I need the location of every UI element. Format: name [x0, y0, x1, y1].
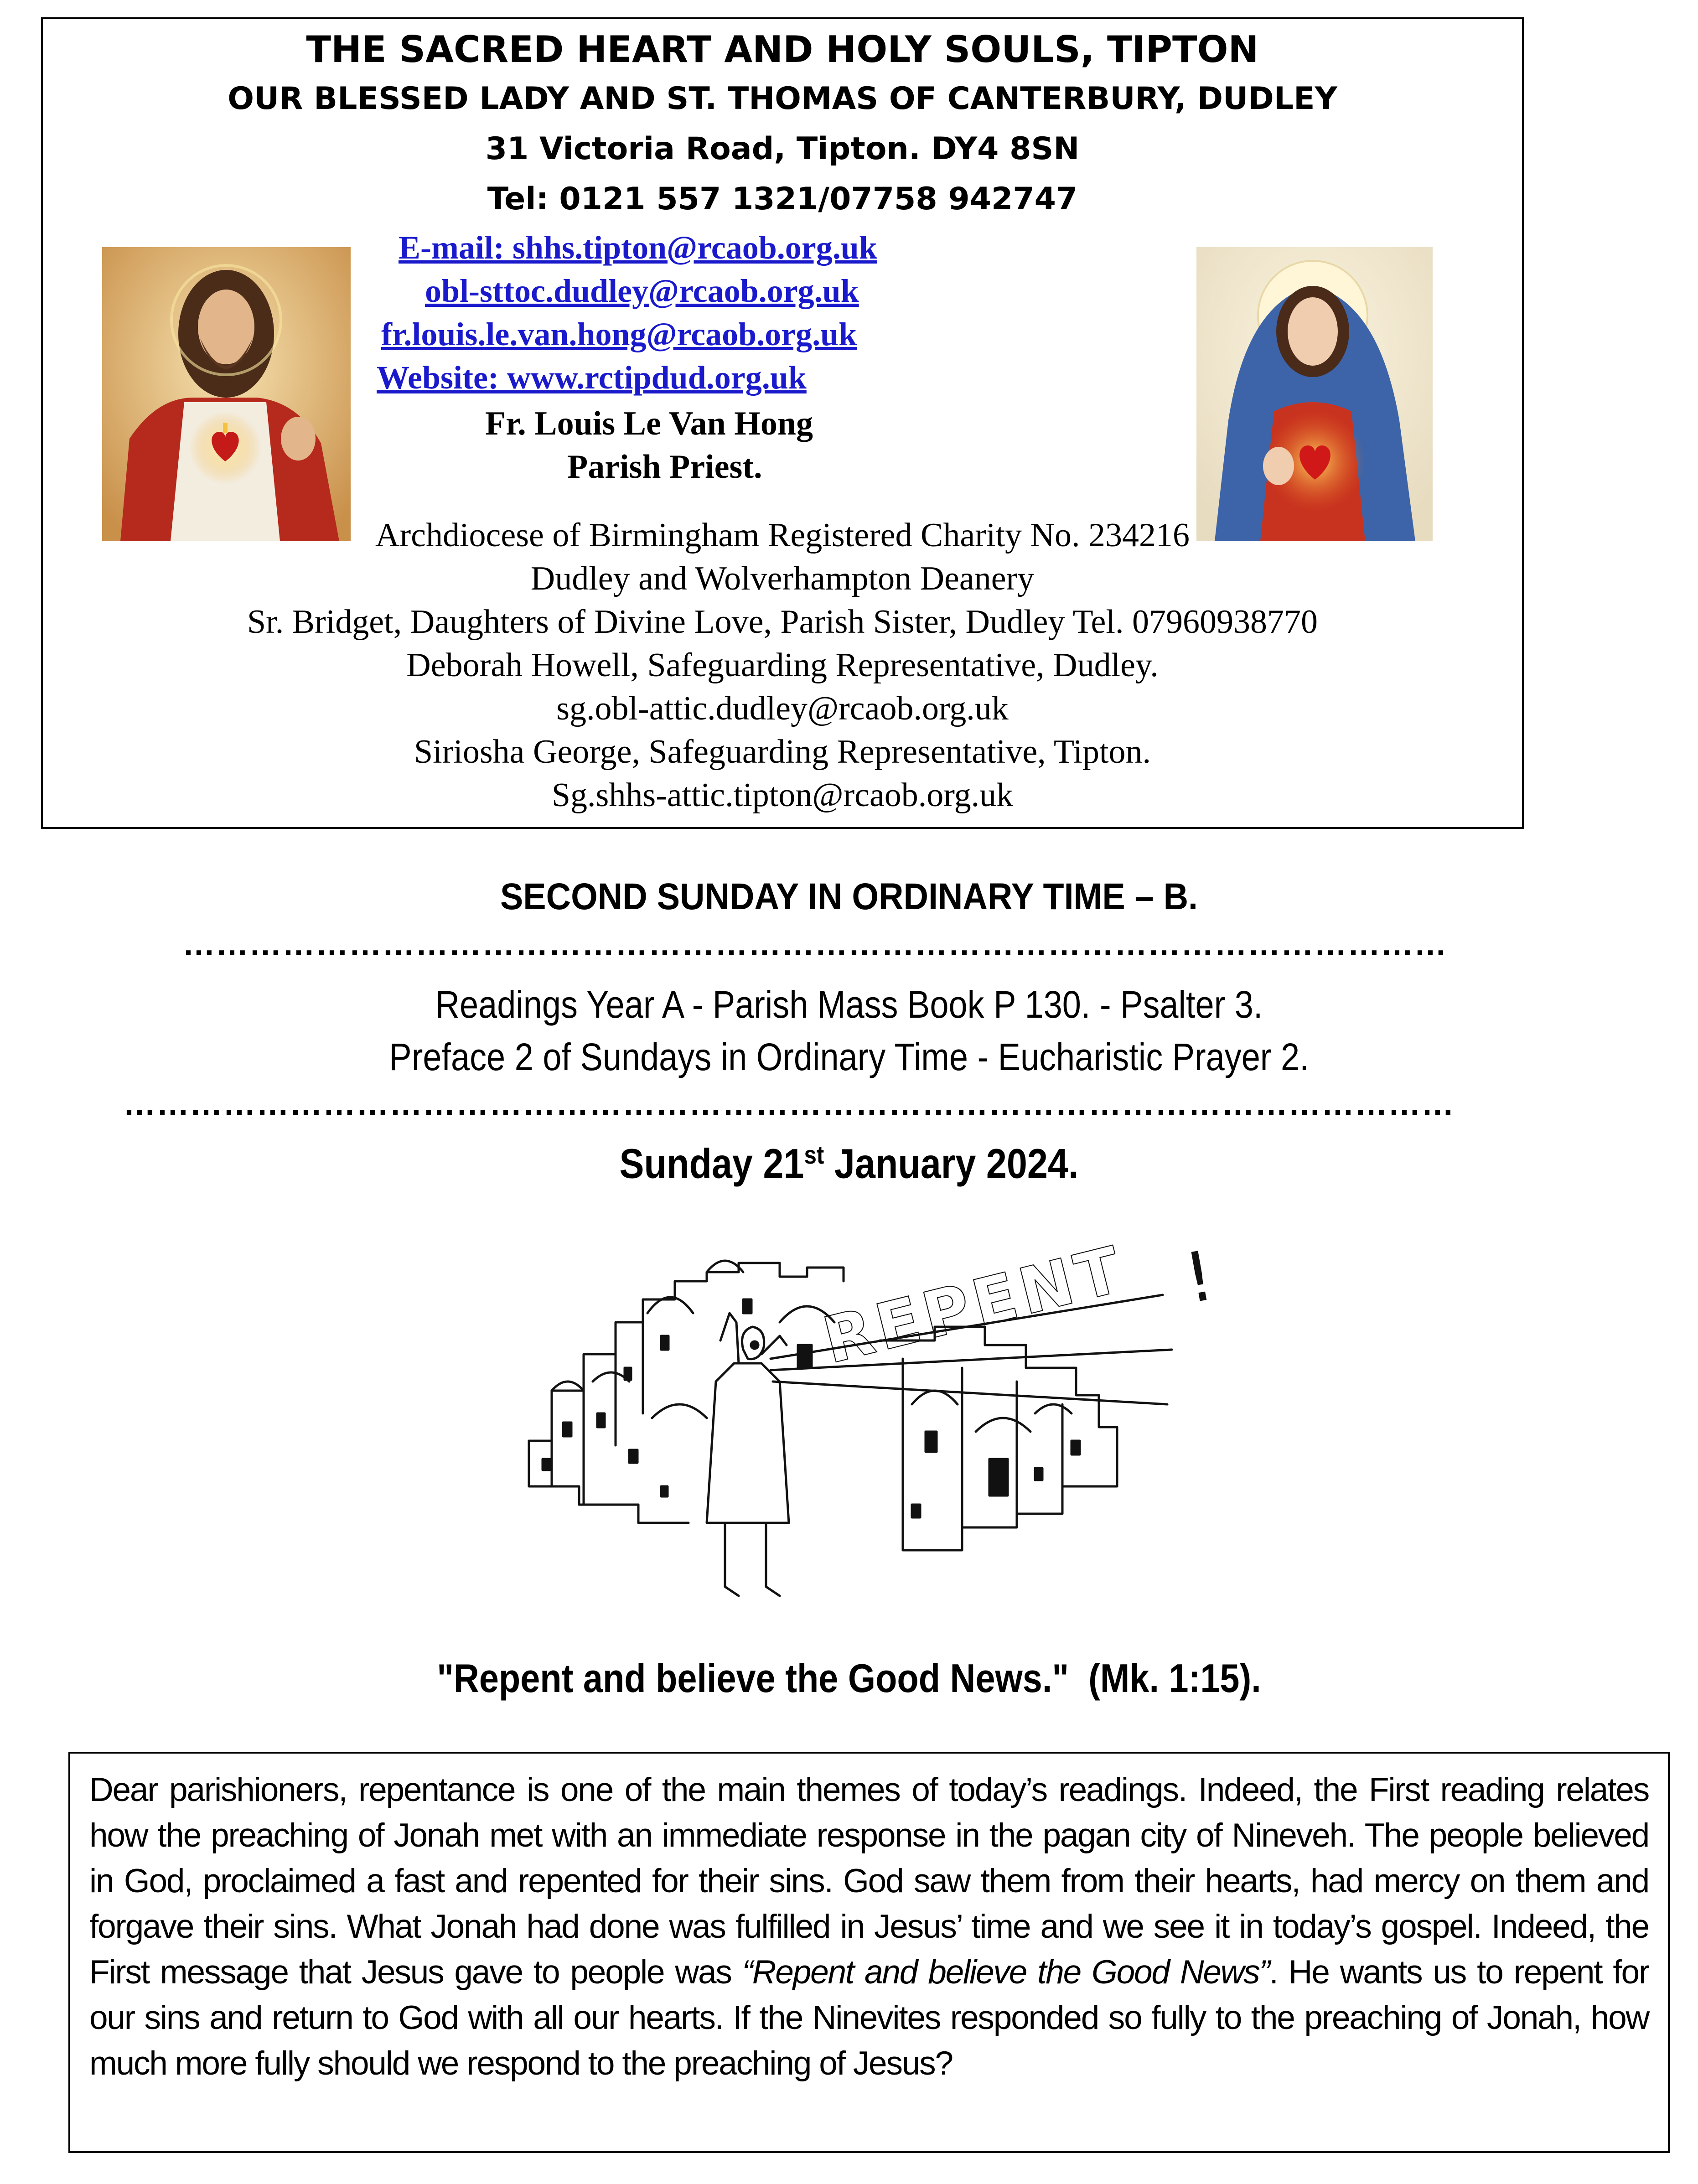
date-text: Sunday 21: [619, 1140, 804, 1187]
message-text-1: Dear parishioners, repentance is one of the main themes of today’s readings. Indeed, the First reading relates how the preaching of Jonah met with an immediate response in the pagan city of Nineveh. The people believed in God, proclaimed a fast and repented for their sins. God saw them from their hearts, had mercy on them and forgave their sins. What Jonah had done was fulfilled in Jesus’ time and we see it in today’s gospel. Indeed, the First message that Jesus gave to people was: [89, 1771, 1649, 1991]
liturgy-title: SECOND SUNDAY IN ORDINARY TIME – B.: [500, 876, 1198, 917]
email-link-tipton[interactable]: E-mail: shhs.tipton@rcaob.org.uk: [399, 229, 877, 266]
deanery-info: Dudley and Wolverhampton Deanery: [530, 560, 1035, 597]
sacred-heart-jesus-image: [102, 247, 351, 541]
message-text-2: . He wants us to repent for our sins and return to God with all our hearts. If the Ninevites responded so fully to the preaching of Jonah, how much more fully should we respond to the preaching of Jesus?: [89, 1954, 1649, 2082]
date-text-end: January 2024.: [824, 1140, 1079, 1187]
message-italic-quote: “Repent and believe the Good News”: [742, 1954, 1269, 1991]
sunday-date: [102, 1140, 1596, 1188]
priest-message: [89, 1767, 1649, 2086]
parish-address: 31 Victoria Road, Tipton. DY4 8SN: [485, 131, 1080, 167]
gospel-quote: "Repent and believe the Good News." (Mk. 1:15).: [437, 1656, 1261, 1701]
priest-message-box: [68, 1752, 1670, 2153]
parish-header-box: [41, 17, 1524, 829]
safeguarding-dudley: Deborah Howell, Safeguarding Representative, Dudley.: [406, 647, 1159, 684]
website-link[interactable]: Website: www.rctipdud.org.uk: [377, 359, 807, 396]
parish-title: THE SACRED HEART AND HOLY SOULS, TIPTON: [306, 28, 1259, 71]
repent-word: REPENT: [816, 1232, 1133, 1379]
charity-info: Archdiocese of Birmingham Registered Charity No. 234216: [375, 517, 1190, 554]
priest-role: Parish Priest.: [567, 448, 762, 486]
immaculate-heart-mary-image: [1196, 247, 1433, 541]
safeguarding-tipton: Siriosha George, Safeguarding Representative, Tipton.: [414, 733, 1151, 771]
safeguarding-tipton-email: Sg.shhs-attic.tipton@rcaob.org.uk: [551, 776, 1014, 814]
priest-name: Fr. Louis Le Van Hong: [485, 405, 813, 442]
parish-telephone: Tel: 0121 557 1321/07758 942747: [487, 181, 1078, 217]
dotted-divider-top: ……………………………………………………………………………………………………: [182, 926, 1447, 963]
readings-line: Readings Year A - Parish Mass Book P 130. - Psalter 3.: [435, 983, 1263, 1026]
date-ordinal: st: [804, 1140, 824, 1169]
email-link-dudley[interactable]: obl-sttoc.dudley@rcaob.org.uk: [425, 273, 859, 309]
repent-exclamation: !: [1179, 1236, 1220, 1319]
dotted-divider-bottom: …………………………………………………………………………………………………………: [123, 1086, 1455, 1122]
parish-sister-info: Sr. Bridget, Daughters of Divine Love, Parish Sister, Dudley Tel. 07960938770: [247, 603, 1318, 641]
parish-subtitle: OUR BLESSED LADY AND ST. THOMAS OF CANTERBURY, DUDLEY: [228, 81, 1337, 117]
preface-line: Preface 2 of Sundays in Ordinary Time - Eucharistic Prayer 2.: [389, 1035, 1309, 1078]
email-link-priest[interactable]: fr.louis.le.van.hong@rcaob.org.uk: [381, 316, 857, 352]
safeguarding-dudley-email: sg.obl-attic.dudley@rcaob.org.uk: [556, 690, 1009, 727]
